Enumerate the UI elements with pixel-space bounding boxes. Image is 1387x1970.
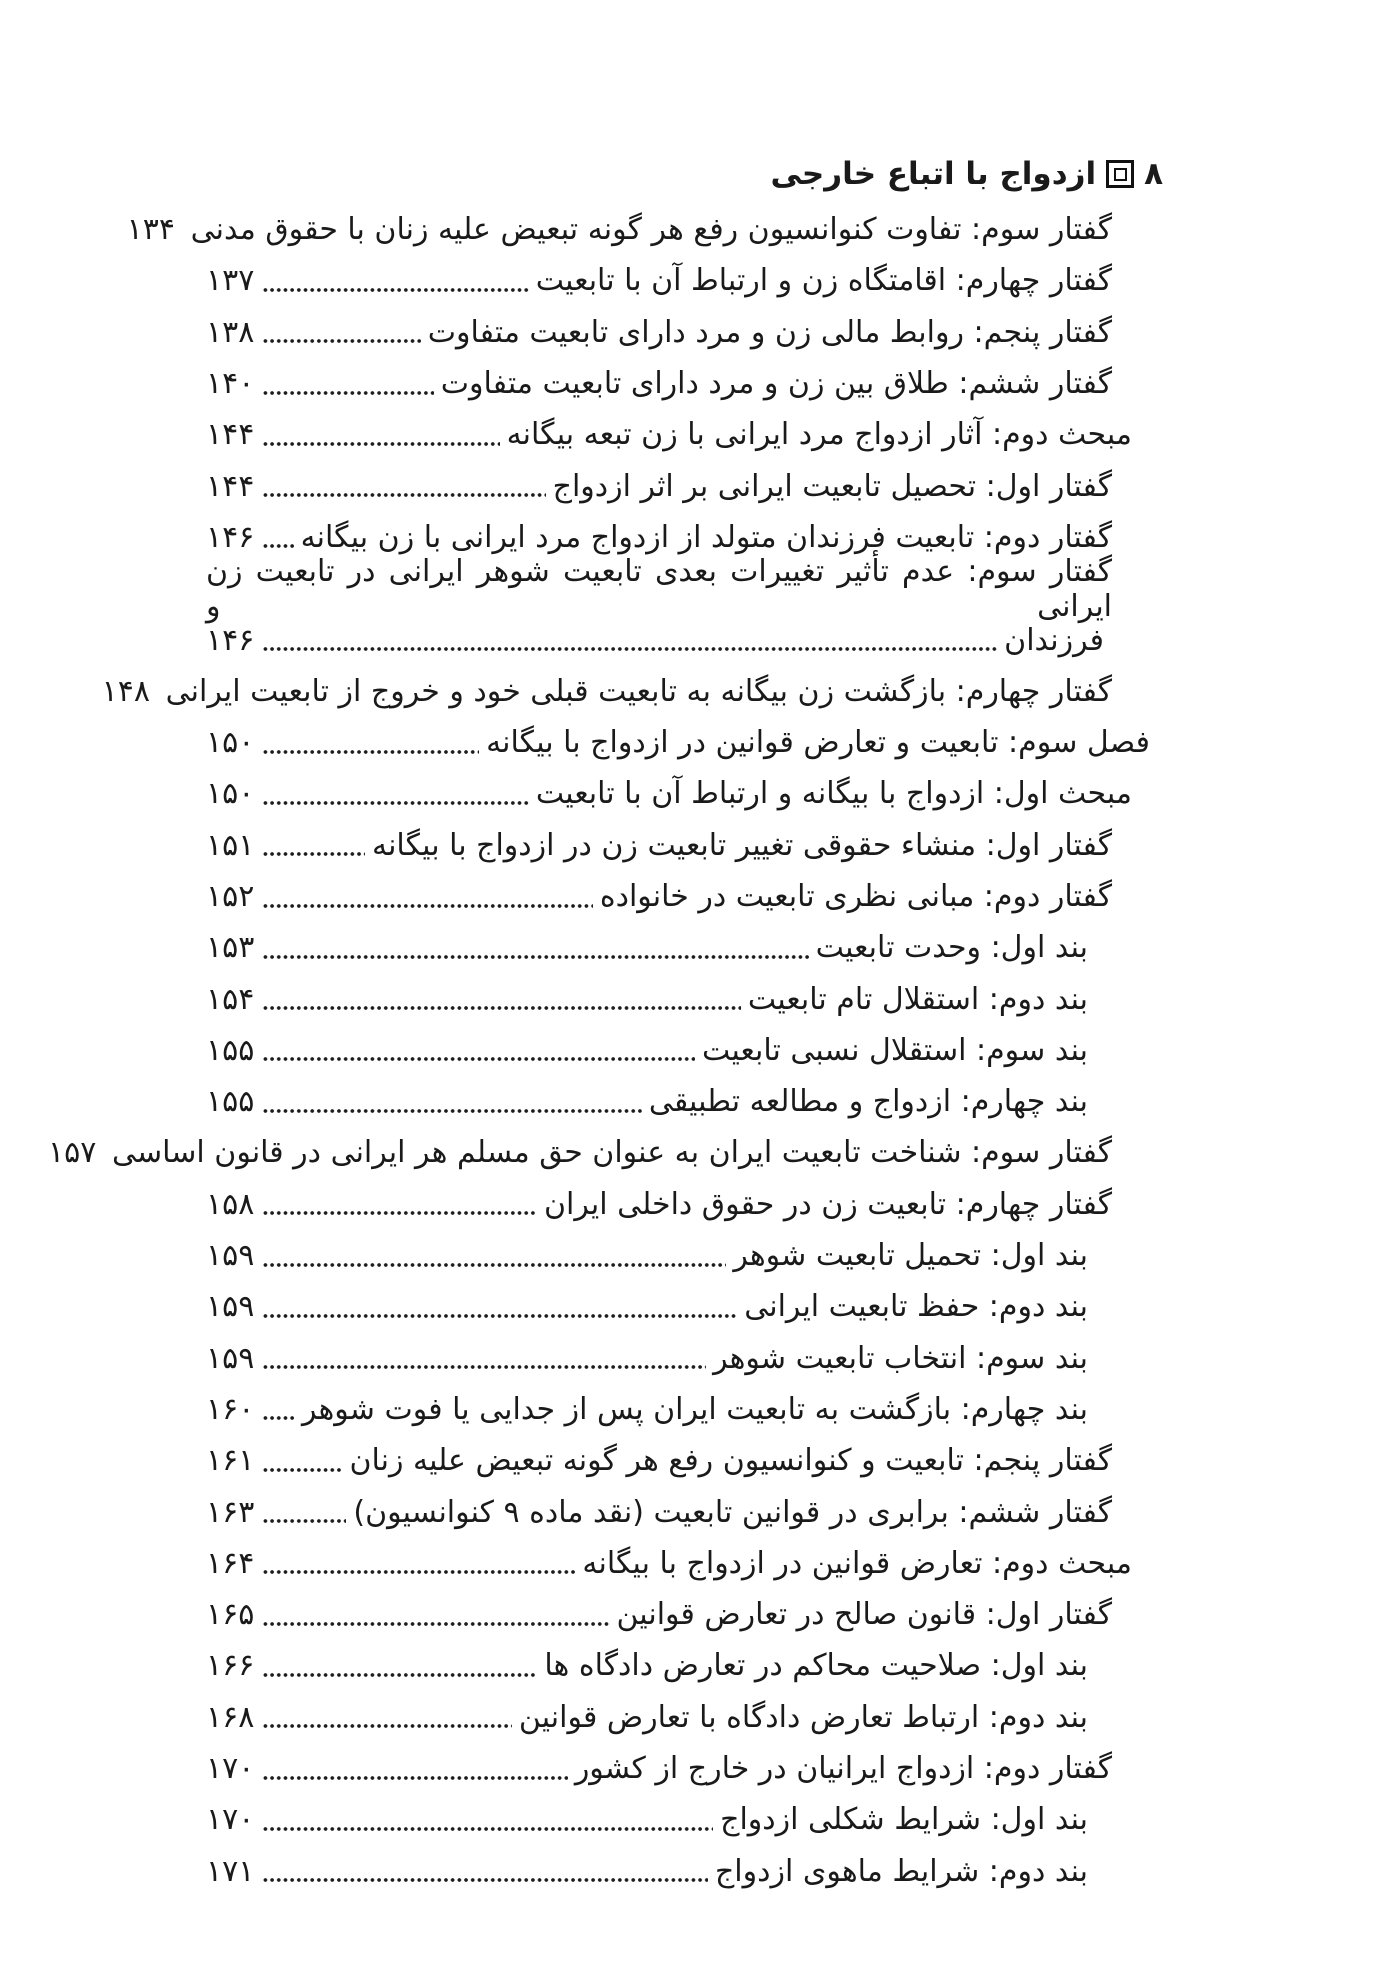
toc-entry-label: گفتار ششم: طلاق بین زن و مرد دارای تابعیت متفاوت: [440, 366, 1112, 402]
toc-entry-page-number: ۱۴۶: [206, 622, 255, 658]
toc-entry-page-number: ۱۳۸: [206, 314, 255, 350]
dot-leader: [263, 442, 500, 446]
dot-leader: [263, 1519, 346, 1523]
toc-entry-page-number: ۱۴۸: [101, 673, 150, 709]
toc-entry-label: گفتار سوم: شناخت تابعیت ایران به عنوان حق مسلم هر ایرانی در قانون اساسی: [112, 1135, 1112, 1171]
toc-entry: [101, 666, 1150, 717]
toc-entry: [206, 1179, 1150, 1230]
toc-entry-page-number: ۱۶۵: [206, 1597, 255, 1633]
toc-entry: [206, 1025, 1150, 1076]
toc-entry-page-number: ۱۵۰: [206, 725, 255, 761]
dot-leader: [263, 288, 529, 292]
dot-leader: [263, 1314, 737, 1318]
toc-entry: [206, 255, 1150, 306]
toc-entry-label: گفتار چهارم: بازگشت زن بیگانه به تابعیت قبلی خود و خروج از تابعیت ایرانی: [165, 673, 1112, 709]
toc-entry: [206, 1435, 1150, 1486]
toc-entry: [206, 1538, 1150, 1589]
toc-entry-label: گفتار دوم: تابعیت فرزندان متولد از ازدواج مرد ایرانی با زن بیگانه: [300, 519, 1112, 555]
toc-entry-page-number: ۱۶۰: [206, 1391, 255, 1427]
toc-entry-label: گفتار اول: قانون صالح در تعارض قوانین: [616, 1597, 1112, 1633]
toc-entry-page-number: ۱۵۰: [206, 776, 255, 812]
dot-leader: [263, 1827, 713, 1831]
dot-leader: [263, 391, 434, 395]
toc-entry-page-number: ۱۵۵: [206, 1032, 255, 1068]
toc-entry-label: گفتار چهارم: تابعیت زن در حقوق داخلی ایران: [543, 1186, 1112, 1222]
toc-entry: [206, 871, 1150, 922]
toc-entry-label: بند اول: وحدت تابعیت: [815, 930, 1088, 966]
dot-leader: [263, 904, 593, 908]
toc-entry: [206, 1589, 1150, 1640]
toc-entry-label: بند دوم: ارتباط تعارض دادگاه با تعارض قوانین: [518, 1699, 1088, 1735]
header-page-number: ۸: [1144, 156, 1163, 192]
toc-entry-label: مبحث دوم: تعارض قوانین در ازدواج با بیگانه: [582, 1545, 1132, 1581]
dot-leader: [263, 852, 365, 856]
toc-entry: [206, 1076, 1150, 1127]
toc-entry: [48, 1127, 1150, 1178]
dot-leader: [263, 750, 479, 754]
toc-entry: [206, 973, 1150, 1024]
toc-entry-label: بند چهارم: ازدواج و مطالعه تطبیقی: [648, 1084, 1088, 1120]
toc-entry: [206, 1486, 1150, 1537]
toc-entry: [126, 204, 1150, 255]
toc-entry-label: گفتار سوم: تفاوت کنوانسیون رفع هر گونه تبعیض علیه زنان با حقوق مدنی: [190, 212, 1112, 248]
dot-leader: [263, 1006, 741, 1010]
dot-leader: [263, 1776, 568, 1780]
toc-entry-page-number: ۱۴۴: [206, 468, 255, 504]
toc-entry-page-number: ۱۵۹: [206, 1238, 255, 1274]
toc-entry-page-number: ۱۴۰: [206, 366, 255, 402]
dot-leader: [263, 1057, 695, 1061]
toc-entry: [206, 1384, 1150, 1435]
toc-entry-label: بند دوم: حفظ تابعیت ایرانی: [744, 1289, 1088, 1325]
toc-entry-page-number: ۱۷۱: [206, 1853, 255, 1889]
toc-entry-label: گفتار اول: منشاء حقوقی تغییر تابعیت زن در ازدواج با بیگانه: [372, 827, 1112, 863]
toc-entry: [206, 922, 1150, 973]
dot-leader: [263, 1109, 642, 1113]
toc-entry-label: گفتار پنجم: تابعیت و کنوانسیون رفع هر گونه تبعیض علیه زنان: [349, 1443, 1112, 1479]
dot-leader: [263, 1622, 609, 1626]
toc-entry-label: بند اول: تحمیل تابعیت شوهر: [733, 1238, 1088, 1274]
toc-entry-page-number: ۱۶۴: [206, 1545, 255, 1581]
toc-entry-page-number: ۱۵۱: [206, 827, 255, 863]
toc-entry-page-number: ۱۳۷: [206, 263, 255, 299]
toc-entry-label: گفتار دوم: مبانی نظری تابعیت در خانواده: [599, 879, 1112, 914]
toc-entry: [206, 717, 1150, 768]
toc-entry-label: گفتار دوم: ازدواج ایرانیان در خارج از کشور: [574, 1751, 1112, 1787]
dot-leader: [263, 544, 294, 548]
toc-entry-page-number: ۱۶۶: [206, 1648, 255, 1684]
dot-leader: [263, 1211, 537, 1215]
toc-entry-page-number: ۱۵۴: [206, 981, 255, 1017]
dot-leader: [263, 1724, 512, 1728]
toc-entry-page-number: ۱۵۹: [206, 1289, 255, 1325]
toc-entry: [206, 1281, 1150, 1332]
dot-leader: [263, 493, 546, 497]
toc-entry-label: بند اول: صلاحیت محاکم در تعارض دادگاه ها: [544, 1648, 1088, 1684]
toc-entry-page-number: ۱۵۹: [206, 1340, 255, 1376]
toc-entry-label: گفتار سوم: عدم تأثیر تغییرات بعدی تابعیت شوهر ایرانی در تابعیت زن ایرانی و: [206, 553, 1112, 624]
toc-entry: [206, 1743, 1150, 1794]
dot-leader: [263, 647, 997, 651]
toc-entry-label: مبحث دوم: آثار ازدواج مرد ایرانی با زن تبعه بیگانه: [506, 417, 1132, 453]
dot-leader: [263, 1673, 537, 1677]
toc-entry-label: بند دوم: استقلال تام تابعیت: [747, 981, 1088, 1017]
toc-entry: [206, 1640, 1150, 1691]
dot-leader: [263, 1878, 708, 1882]
toc-entry-page-number: ۱۵۸: [206, 1186, 255, 1222]
toc-entry-page-number: ۱۵۳: [206, 930, 255, 966]
toc-entry: [206, 307, 1150, 358]
dot-leader: [263, 955, 809, 959]
toc-entry: [206, 820, 1150, 871]
toc-entry-page-number: ۱۴۶: [206, 519, 255, 555]
toc-entry-page-number: ۱۶۱: [206, 1443, 255, 1479]
toc-entry: [206, 1794, 1150, 1845]
toc-entry: [206, 1692, 1150, 1743]
nested-square-icon-inner: [1114, 168, 1127, 181]
toc-entry-page-number: ۱۷۰: [206, 1802, 255, 1838]
toc-entry-page-number: ۱۵۵: [206, 1084, 255, 1120]
dot-leader: [263, 1468, 342, 1472]
toc-entry: [206, 768, 1150, 819]
toc-entry-label: بند چهارم: بازگشت به تابعیت ایران پس از جدایی یا فوت شوهر: [301, 1391, 1088, 1427]
toc-entry-label: بند دوم: شرایط ماهوی ازدواج: [714, 1853, 1088, 1889]
dot-leader: [263, 1416, 295, 1420]
toc-entry-label: گفتار چهارم: اقامتگاه زن و ارتباط آن با تابعیت: [535, 263, 1112, 299]
dot-leader: [263, 1263, 726, 1267]
dot-leader: [263, 801, 529, 805]
toc-entry-label: گفتار ششم: برابری در قوانین تابعیت (نقد ماده ۹ کنوانسیون): [353, 1494, 1112, 1530]
toc-entry: [206, 1230, 1150, 1281]
toc-entry-page-number: ۱۶۳: [206, 1494, 255, 1530]
toc-entry-page-number: ۱۵۷: [48, 1135, 97, 1171]
dot-leader: [263, 1570, 575, 1574]
toc-entry-page-number: ۱۷۰: [206, 1751, 255, 1787]
toc-entry-label: مبحث اول: ازدواج با بیگانه و ارتباط آن با تابعیت: [535, 776, 1132, 812]
header-book-title: ازدواج با اتباع خارجی: [770, 156, 1097, 192]
nested-square-icon: [1106, 160, 1134, 188]
toc-entry: [206, 358, 1150, 409]
toc-entry: [206, 1846, 1150, 1897]
toc-entry-label: گفتار پنجم: روابط مالی زن و مرد دارای تابعیت متفاوت: [427, 314, 1112, 350]
toc-entry-label: بند سوم: استقلال نسبی تابعیت: [701, 1032, 1088, 1068]
toc-entry: [206, 460, 1150, 511]
toc-entry-label: فصل سوم: تابعیت و تعارض قوانین در ازدواج با بیگانه: [486, 725, 1150, 761]
toc-entry: [206, 409, 1150, 460]
toc-entry-label: بند اول: شرایط شکلی ازدواج: [720, 1802, 1088, 1838]
toc-entry: [206, 1333, 1150, 1384]
toc-entry: [206, 553, 1150, 624]
toc-entry-page-number: ۱۵۲: [206, 879, 255, 914]
toc-entry-page-number: ۱۶۸: [206, 1699, 255, 1735]
toc-entry-label: بند سوم: انتخاب تابعیت شوهر: [713, 1340, 1088, 1376]
toc-entry-page-number: ۱۳۴: [126, 212, 175, 248]
dot-leader: [263, 1365, 706, 1369]
toc-entry-label: گفتار اول: تحصیل تابعیت ایرانی بر اثر ازدواج: [552, 468, 1112, 504]
toc-entry-label: فرزندان: [1004, 622, 1104, 658]
dot-leader: [263, 339, 421, 343]
toc-entry-page-number: ۱۴۴: [206, 417, 255, 453]
page-header: [771, 156, 1163, 192]
table-of-contents: [48, 204, 1150, 1897]
